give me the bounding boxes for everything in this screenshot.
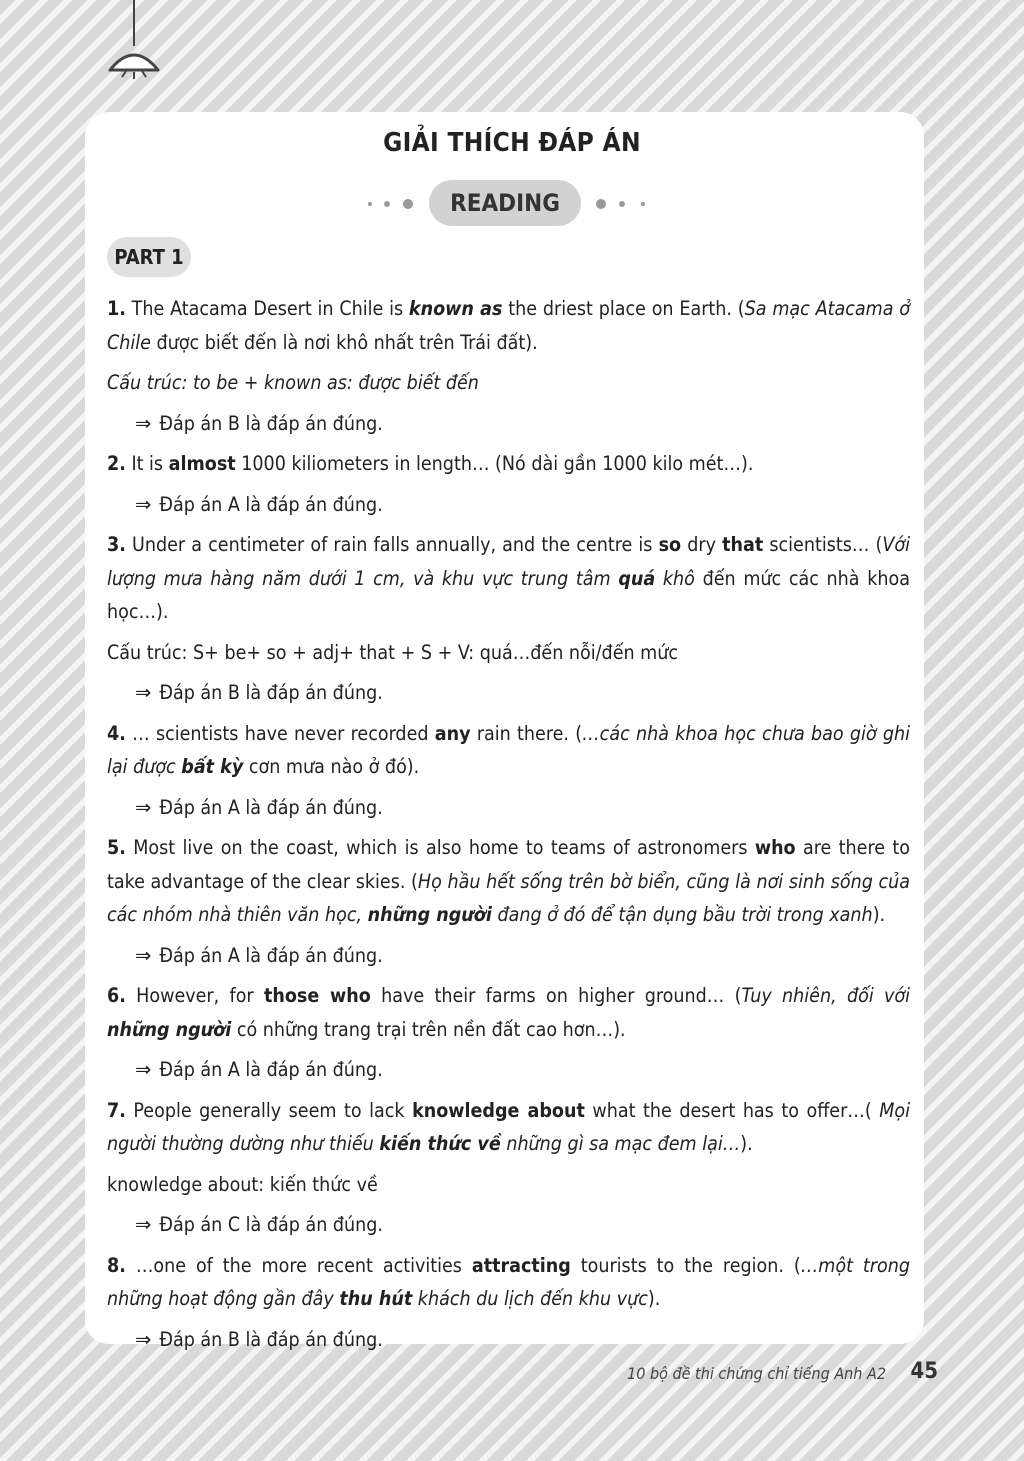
double-arrow-icon: ⇒ <box>135 1327 152 1351</box>
dot-decoration <box>641 202 645 206</box>
section-header <box>0 180 1024 226</box>
dot-decoration <box>619 201 625 207</box>
explanation-item: 4. … scientists have never recorded any rain there. (…các nhà khoa học chưa bao giờ ghi lại được bất kỳ cơn mưa nào ở đó). <box>107 721 911 778</box>
double-arrow-icon: ⇒ <box>135 1058 152 1081</box>
answer-line: ⇒ Đáp án A là đáp án đúng. <box>107 939 910 973</box>
explanation-item: 8. …one of the more recent activities attracting tourists to the region. (…một trong những hoạt động gần đây thu hút khách du lịch đến khu vực). <box>107 1253 911 1310</box>
structure-note: Cấu trúc: S+ be+ so + adj+ that + S + V: quá…đến nỗi/đến mức <box>107 640 679 664</box>
double-arrow-icon: ⇒ <box>135 411 152 435</box>
answer-line: ⇒ Đáp án B là đáp án đúng. <box>107 407 910 441</box>
structure-note: Cấu trúc: to be + known as: được biết đến <box>107 371 479 394</box>
answer-line: ⇒ Đáp án B là đáp án đúng. <box>107 1323 910 1357</box>
dot-decoration <box>596 199 606 209</box>
explanation-item: 7. People generally seem to lack knowledge about what the desert has to offer…( Mọi người thường dường như thiếu kiến thức về những gì sa mạc đem lại…). <box>107 1098 910 1155</box>
page-number: 45 <box>910 1359 938 1384</box>
explanation-item: 2. It is almost 1000 kiliometers in length… (Nó dài gần 1000 kilo mét…). <box>107 452 754 475</box>
answer-line: ⇒ Đáp án A là đáp án đúng. <box>107 1053 910 1087</box>
page-title: GIẢI THÍCH ĐÁP ÁN <box>383 128 641 158</box>
section-badge: READING <box>429 180 581 226</box>
double-arrow-icon: ⇒ <box>135 943 152 967</box>
dot-decoration <box>384 201 390 207</box>
answer-line: ⇒ Đáp án A là đáp án đúng. <box>107 488 910 522</box>
explanations <box>107 292 910 1363</box>
answer-line: ⇒ Đáp án A là đáp án đúng. <box>107 791 910 825</box>
double-arrow-icon: ⇒ <box>135 1213 152 1236</box>
footer-book-title: 10 bộ đề thi chứng chỉ tiếng Anh A2 <box>627 1364 886 1383</box>
explanation-item: 3. Under a centimeter of rain falls annually, and the centre is so dry that scientists… (Với lượng mưa hàng năm dưới 1 cm, và khu vực trung tâm quá khô đến mức các nhà khoa học…). <box>107 533 910 623</box>
answer-line: ⇒ Đáp án B là đáp án đúng. <box>107 676 910 710</box>
dot-decoration <box>368 202 372 206</box>
double-arrow-icon: ⇒ <box>135 795 152 819</box>
double-arrow-icon: ⇒ <box>135 492 152 516</box>
explanation-item: 6. However, for those who have their farms on higher ground… (Tuy nhiên, đối với những người có những trang trại trên nền đất cao hơn…). <box>107 984 910 1041</box>
structure-note: knowledge about: kiến thức về <box>107 1172 378 1196</box>
double-arrow-icon: ⇒ <box>135 681 152 704</box>
answer-line: ⇒ Đáp án C là đáp án đúng. <box>107 1208 910 1242</box>
explanation-item: 1. The Atacama Desert in Chile is known as the driest place on Earth. (Sa mạc Atacama ở Chile được biết đến là nơi khô nhất trên Trái đất). <box>107 297 910 354</box>
hanging-lamp-icon <box>104 0 164 90</box>
part-badge: PART 1 <box>107 237 191 277</box>
dot-decoration <box>403 199 413 209</box>
explanation-item: 5. Most live on the coast, which is also home to teams of astronomers who are there to take advantage of the clear skies. (Họ hầu hết sống trên bờ biển, cũng là nơi sinh sống của các nhóm nhà thiên văn học, những người đang ở đó để tận dụng bầu trời trong xanh). <box>107 836 910 926</box>
